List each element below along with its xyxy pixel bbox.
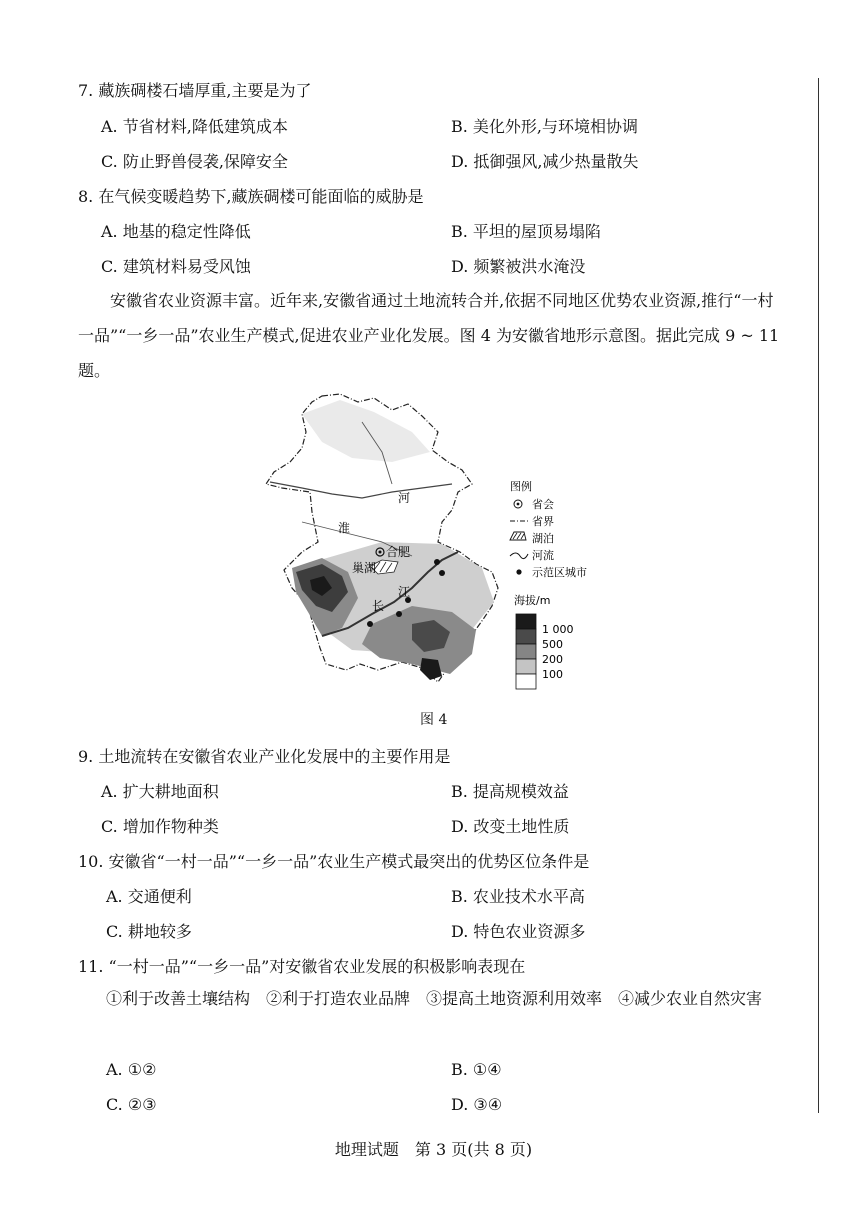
legend-elev-200: 200 <box>542 653 563 666</box>
question-10-option-a: A. 交通便利 <box>106 887 192 906</box>
legend-elev-band-3 <box>516 644 536 659</box>
legend-demo-city: 示范区城市 <box>532 566 587 579</box>
question-8-option-a: A. 地基的稳定性降低 <box>101 222 251 241</box>
legend-elevation-title: 海拔/m <box>514 594 551 607</box>
demo-city-4 <box>396 611 402 617</box>
question-10-stem: 10. 安徽省“一村一品”“一乡一品”农业生产模式最突出的优势区位条件是 <box>78 852 590 871</box>
anhui-terrain-map <box>262 392 592 692</box>
legend-river: 河流 <box>532 549 554 562</box>
question-7-stem: 7. 藏族碉楼石墙厚重,主要是为了 <box>78 81 312 100</box>
question-10-option-d: D. 特色农业资源多 <box>451 922 586 941</box>
label-jiang: 江 <box>398 585 411 599</box>
question-7-option-b: B. 美化外形,与环境相协调 <box>451 117 639 136</box>
question-8-option-b: B. 平坦的屋顶易塌陷 <box>451 222 601 241</box>
legend-elev-100: 100 <box>542 668 563 681</box>
question-9-option-b: B. 提高规模效益 <box>451 782 569 801</box>
question-11-stem: 11. “一村一品”“一乡一品”对安徽省农业发展的积极影响表现在 <box>78 957 526 976</box>
legend-boundary: 省界 <box>532 515 554 528</box>
question-7-option-d: D. 抵御强风,减少热量散失 <box>451 152 639 171</box>
label-he: 河 <box>398 491 411 505</box>
legend-elev-500: 500 <box>542 638 563 651</box>
question-11-option-a: A. ①② <box>106 1060 157 1079</box>
question-9-option-c: C. 增加作物种类 <box>101 817 219 836</box>
question-10-option-b: B. 农业技术水平高 <box>451 887 585 906</box>
legend-lake-icon <box>510 532 526 540</box>
reading-passage <box>78 283 783 388</box>
question-9-stem: 9. 土地流转在安徽省农业产业化发展中的主要作用是 <box>78 747 451 766</box>
capital-symbol-dot <box>379 551 382 554</box>
legend-capital: 省会 <box>532 498 554 511</box>
legend-elev-band-5 <box>516 674 536 689</box>
question-8-option-c: C. 建筑材料易受风蚀 <box>101 257 251 276</box>
question-11-statements: ①利于改善土壤结构 ②利于打造农业品牌 ③提高土地资源利用效率 ④减少农业自然灾害 <box>106 989 763 1008</box>
question-9-option-d: D. 改变土地性质 <box>451 817 570 836</box>
legend-demo-city-icon <box>516 569 521 574</box>
question-10-option-c: C. 耕地较多 <box>106 922 192 941</box>
legend-elev-band-2 <box>516 629 536 644</box>
legend-lake: 湖泊 <box>532 532 554 545</box>
label-huai: 淮 <box>338 521 351 535</box>
question-11-option-b: B. ①④ <box>451 1060 502 1079</box>
legend-elev-band-4 <box>516 659 536 674</box>
map-svg <box>262 392 592 692</box>
label-chaohu: 巢湖 <box>352 561 377 575</box>
question-9-option-a: A. 扩大耕地面积 <box>101 782 219 801</box>
legend-elev-band-1 <box>516 614 536 629</box>
question-8-option-d: D. 频繁被洪水淹没 <box>451 257 586 276</box>
question-7-option-a: A. 节省材料,降低建筑成本 <box>101 117 288 136</box>
legend-title: 图例 <box>510 480 532 493</box>
figure-caption: 图 4 <box>420 712 448 728</box>
passage-text: 安徽省农业资源丰富。近年来,安徽省通过土地流转合并,依据不同地区优势农业资源,推行“一村一品”“一乡一品”农业生产模式,促进农业产业化发展。图 4 为安徽省地形示意图。据此完成 9 ~ 11 题。 <box>78 291 780 380</box>
label-hefei: 合肥 <box>386 545 411 559</box>
page-margin-line <box>818 78 819 1113</box>
question-11-option-d: D. ③④ <box>451 1095 503 1114</box>
demo-city-2 <box>439 570 445 576</box>
question-11-option-c: C. ②③ <box>106 1095 157 1114</box>
demo-city-1 <box>434 559 440 565</box>
question-8-stem: 8. 在气候变暖趋势下,藏族碉楼可能面临的威胁是 <box>78 187 424 206</box>
demo-city-5 <box>367 621 373 627</box>
legend-elev-1000: 1 000 <box>542 623 574 636</box>
legend-capital-icon-dot <box>517 503 520 506</box>
legend-river-icon <box>510 553 528 559</box>
question-7-option-c: C. 防止野兽侵袭,保障安全 <box>101 152 288 171</box>
label-chang: 长 <box>372 599 385 613</box>
page-footer: 地理试题 第 3 页(共 8 页) <box>334 1140 533 1159</box>
